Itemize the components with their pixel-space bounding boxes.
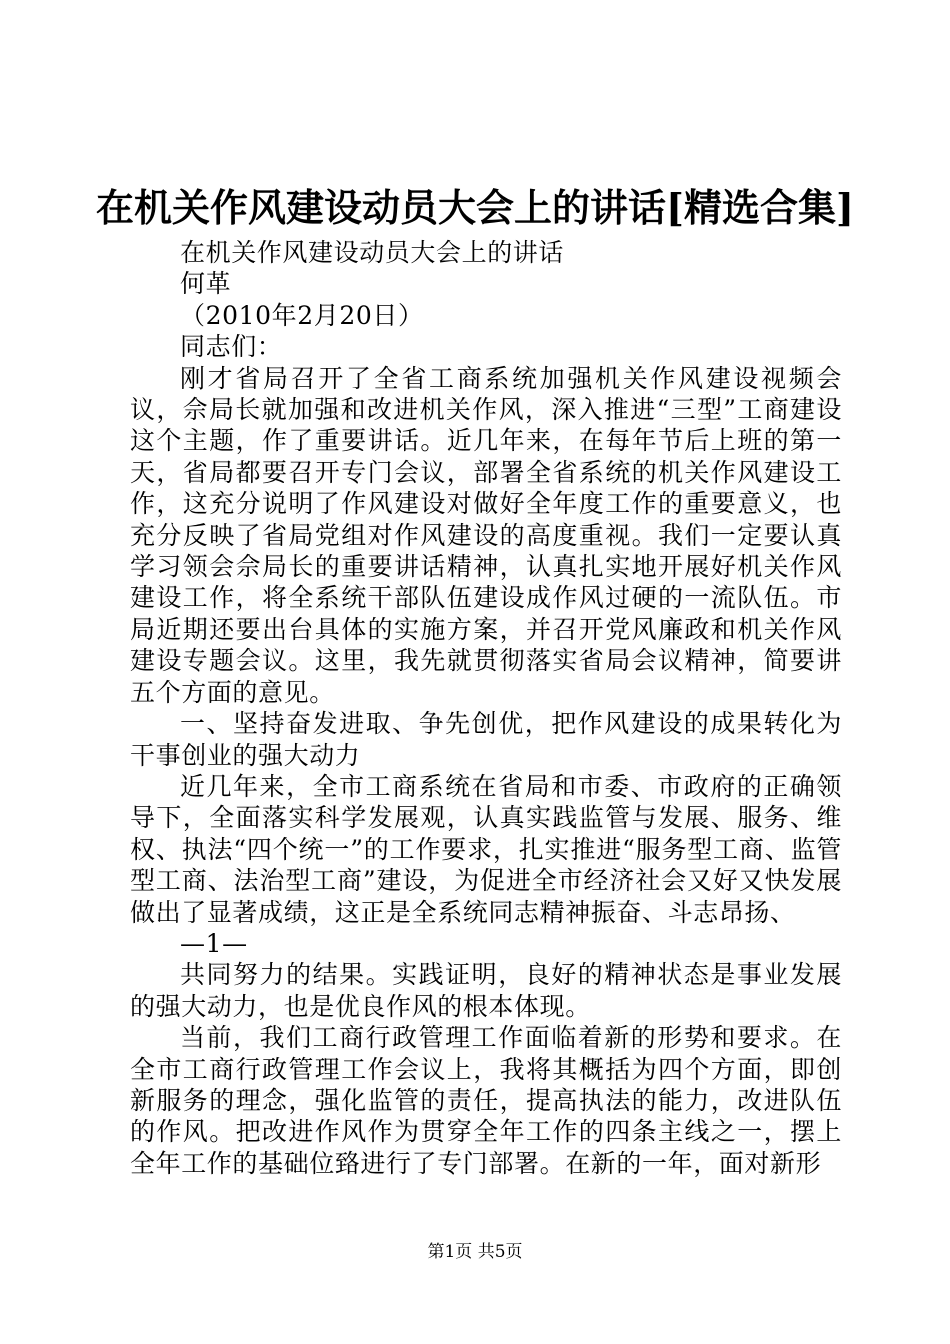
author: 何革 [180,269,232,299]
document-body [130,237,842,1179]
subtitle: 在机关作风建设动员大会上的讲话 [180,238,565,267]
paragraph: 共同努力的结果。实践证明，良好的精神状态是事业发展的强大动力，也是优良作风的根本体现。 [130,960,842,1021]
page-footer: 第1页 共5页 [427,1242,523,1262]
paragraph: 近几年来，全市工商系统在省局和市委、市政府的正确领导下，全面落实科学发展观，认真实践监管与发展、服务、维权、执法“四个统一”的工作要求，扎实推进“服务型工商、监管型工商、法治型工商”建设，为促进全市经济社会又好又快发展做出了显著成绩，这正是全系统同志精神振奋、斗志昂扬、 [130,771,842,927]
inline-page-number: —1— [180,928,248,958]
document-title: 在机关作风建设动员大会上的讲话[精选合集] [96,185,854,230]
paragraph: 刚才省局召开了全省工商系统加强机关作风建设视频会议，佘局长就加强和改进机关作风，深入推进“三型”工商建设这个主题，作了重要讲话。近几年来，在每年节后上班的第一天，省局都要召开专门会议，部署全省系统的机关作风建设工作，这充分说明了作风建设对做好全年度工作的重要意义，也充分反映了省局党组对作风建设的高度重视。我们一定要认真学习领会佘局长的重要讲话精神，认真扎实地开展好机关作风建设工作，将全系统干部队伍建设成作风过硬的一流队伍。市局近期还要出台具体的实施方案，并召开党风廉政和机关作风建设专题会议。这里，我先就贯彻落实省局会议精神，简要讲五个方面的意见。 [130,363,842,707]
paragraph: 当前，我们工商行政管理工作面临着新的形势和要求。在全市工商行政管理工作会议上，我将其概括为四个方面，即创新服务的理念，强化监管的责任，提高执法的能力，改进队伍的作风。把改进作风作为贯穿全年工作的四条主线之一，摆上全年工作的基础位臵进行了专门部署。在新的一年，面对新形 [130,1023,842,1178]
date-line: （2010年2月20日） [180,300,424,330]
section-heading: 一、坚持奋发进取、争先创优，把作风建设的成果转化为干事创业的强大动力 [130,709,842,770]
salutation: 同志们： [180,332,283,362]
